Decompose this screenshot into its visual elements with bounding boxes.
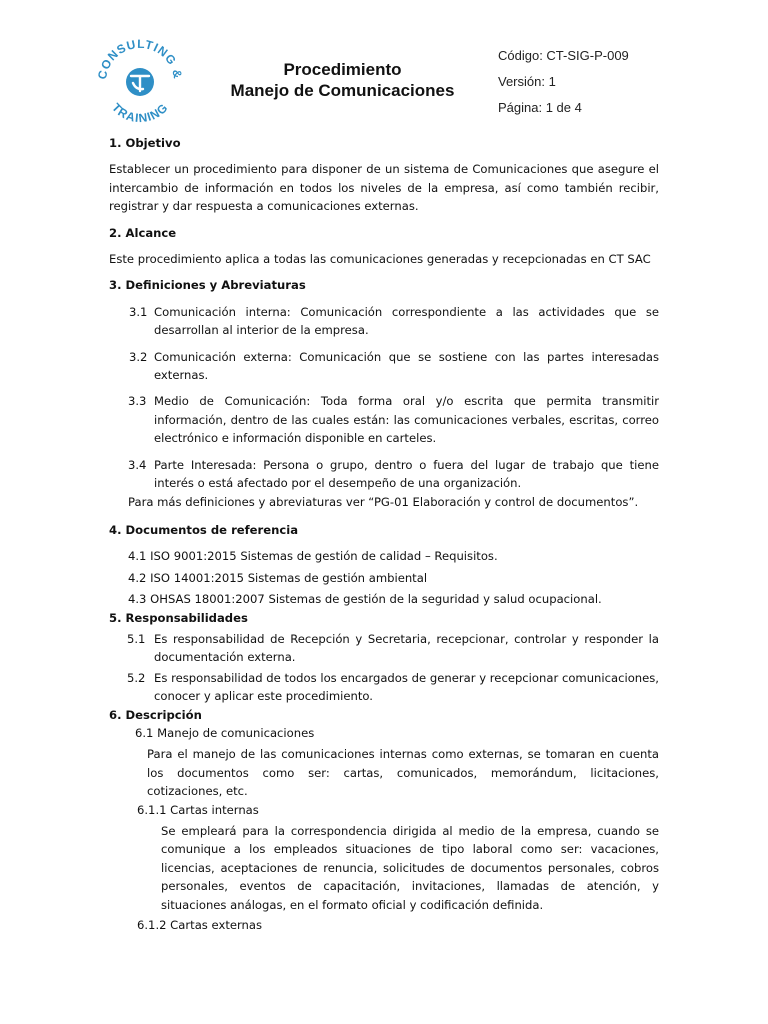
definition-item (109, 303, 659, 340)
svg-text:TRAINING (109, 100, 171, 125)
document-title (200, 60, 485, 102)
page-indicator: Página: 1 de 4 (498, 100, 582, 115)
definitions-note: Para más definiciones y abreviaturas ver “PG-01 Elaboración y control de documentos”. (128, 494, 639, 509)
responsibility-text: Es responsabilidad de Recepción y Secretaria, recepcionar, controlar y responder la documentación externa. (154, 631, 659, 665)
logo-text-bottom: TRAINING (109, 100, 171, 126)
responsibility-number: 5.2 (127, 670, 146, 685)
responsibility-item (109, 630, 659, 667)
definition-item (109, 456, 659, 493)
definition-number: 3.1 (129, 304, 148, 319)
document-metadata (498, 48, 629, 126)
definition-text: Comunicación interna: Comunicación correspondiente a las actividades que se desarrollan al interior de la empresa. (154, 304, 659, 338)
title-line-1: Procedimiento (283, 60, 402, 79)
company-logo (92, 30, 188, 126)
definition-number: 3.2 (129, 349, 148, 364)
section-heading-objetivo: 1. Objetivo (109, 136, 181, 150)
definition-text: Comunicación externa: Comunicación que se sostiene con las partes interesadas externas. (154, 349, 659, 383)
reference-item: 4.3 OHSAS 18001:2007 Sistemas de gestión de la seguridad y salud ocupacional. (128, 592, 602, 607)
document-code: Código: CT-SIG-P-009 (498, 48, 629, 63)
section-heading-definiciones: 3. Definiciones y Abreviaturas (109, 278, 306, 293)
logo-graphic (92, 30, 188, 126)
section-heading-alcance: 2. Alcance (109, 225, 177, 240)
objetivo-text: Establecer un procedimiento para disponer de un sistema de Comunicaciones que asegure el intercambio de información en todos los niveles de la empresa, así como también recibir, registrar y dar respuesta a comunicaciones externas. (109, 162, 659, 214)
reference-item: 4.2 ISO 14001:2015 Sistemas de gestión ambiental (128, 570, 428, 585)
document-version: Versión: 1 (498, 74, 556, 89)
definition-number: 3.4 (128, 457, 147, 472)
responsibility-text: Es responsabilidad de todos los encargados de generar y recepcionar comunicaciones, conocer y aplicar este procedimiento. (154, 670, 659, 704)
definition-number: 3.3 (128, 394, 147, 409)
subsection-heading-manejo: 6.1 Manejo de comunicaciones (135, 725, 315, 740)
document-body (109, 134, 659, 934)
subsection-heading-cartas-internas: 6.1.1 Cartas internas (137, 802, 259, 817)
section-heading-documentos: 4. Documentos de referencia (109, 522, 299, 537)
alcance-text: Este procedimiento aplica a todas las comunicaciones generadas y recepcionadas en CT SAC (109, 252, 651, 267)
responsibility-number: 5.1 (127, 631, 146, 646)
definition-item (109, 348, 659, 385)
title-line-2: Manejo de Comunicaciones (230, 81, 455, 100)
section-heading-responsabilidades: 5. Responsabilidades (109, 610, 248, 625)
manejo-text: Para el manejo de las comunicaciones internas como externas, se tomaran en cuenta los documentos como ser: cartas, comunicados, memorándum, licitaciones, cotizaciones, etc. (147, 747, 659, 799)
logo-text-top: CONSULTING & (94, 36, 186, 81)
definition-item (109, 392, 659, 447)
cartas-internas-text: Se empleará para la correspondencia dirigida al medio de la empresa, cuando se comunique a los empleados situaciones de tipo laboral como ser: vacaciones, licencias, aceptaciones de renuncia, solicitudes de documentos personales, cobros personales, eventos de capacitación, invitaciones, llamadas de atención, y situaciones análogas, en el formato oficial y codificación definida. (161, 824, 659, 912)
definition-text: Parte Interesada: Persona o grupo, dentro o fuera del lugar de trabajo que tiene interés o está afectado por el desempeño de una organización. (154, 457, 659, 491)
subsection-heading-cartas-externas: 6.1.2 Cartas externas (137, 918, 263, 933)
definition-text: Medio de Comunicación: Toda forma oral y/o escrita que permita transmitir información, dentro de las cuales están: las comunicaciones verbales, escritas, correo electrónico e información disponible en carteles. (154, 394, 659, 446)
reference-item: 4.1 ISO 9001:2015 Sistemas de gestión de calidad – Requisitos. (128, 549, 498, 564)
section-heading-descripcion: 6. Descripción (109, 707, 202, 722)
responsibility-item (109, 669, 659, 706)
